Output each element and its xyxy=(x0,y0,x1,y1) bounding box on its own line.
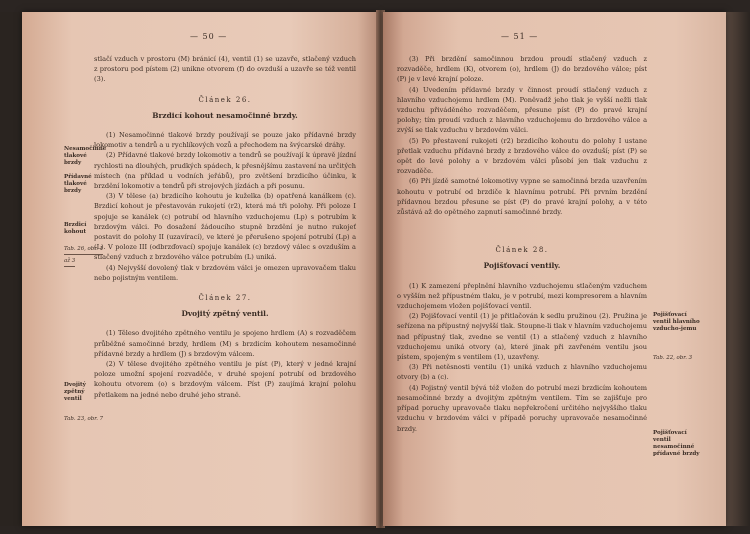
paragraph: (3) Při brzdění samočinnou brzdou proudí stlačený vzduch z rozvaděče, hrdlem (K), otvorem (o), hrdlem (J) do brzdového válce; píst (P) je v levé krajní poloze. xyxy=(397,55,647,84)
article-heading: Článek 27. xyxy=(198,294,252,303)
page-number: — 50 — xyxy=(190,32,228,41)
margin-note: Nesamočinné tlakové brzdy xyxy=(64,146,107,166)
paragraph: (2) V tělese dvojitého zpětného ventilu je píst (P), který v jedné krajní poloze umožní spojení rozvaděče, v druhé spojení potrubí od brzdového kohoutu otvorem (o) s brzdovým válcem. Píst (P) zaujímá krajní polohu přetlakem na jedné nebo druhé jeho straně. xyxy=(94,360,356,399)
left-page-body xyxy=(94,54,356,400)
right-page xyxy=(383,12,726,526)
margin-note: Dvojitý zpětný ventil xyxy=(64,382,86,402)
article-heading: Článek 26. xyxy=(198,95,252,104)
paragraph: (1) K zamezení přeplnění hlavního vzduchojemu stlačeným vzduchem o vyšším než přípustném tlaku, je v potrubí, mezi kompresorem a hlavním vzduchojemem vložen pojišťovací ventil. xyxy=(397,281,647,311)
article-title: Pojišťovací ventily. xyxy=(483,261,561,271)
margin-reference: Tab. 23, obr. 7 xyxy=(64,416,104,422)
page-number: — 51 — xyxy=(501,32,539,41)
margin-reference: Tab. 26, obr. 1 xyxy=(64,246,103,255)
paragraph: (1) Těleso dvojitého zpětného ventilu je spojeno hrdlem (A) s rozvaděčem průběžné samočinné brzdy, hrdlem (M) s brzdicím kohoutem nesamočinné přídavné brzdy a hrdlem (J) s brzdovým válcem. xyxy=(94,329,356,358)
paragraph: (4) Pojistný ventil bývá též vložen do potrubí mezi brzdicím kohoutem nesamočinné brzdy a dvojitým zpětným ventilem. Tím se zajišťuje pro případ poruchy upravovače tlaku nepřekročení určitého nejvyššího tlaku vzduchu v brzdovém válci v případě poruchy upravovače nesamočinné brzdy. xyxy=(397,383,647,433)
scan-edge-right xyxy=(726,12,750,526)
paragraph: (2) Pojišťovací ventil (1) je přitlačován k sedlu pružinou (2). Pružina je seřízena na přípustný nejvyšší tlak. Stoupne-li tlak v hlavním vzduchojemu nad přípustný tlak, zvedne se ventil (1) a stlačený vzduch z hlavního vzduchojemu uniká otvory (a), které jinak při zavřeném ventilu jsou pístem, spojeným s ventilem (1), uzavřeny. xyxy=(397,312,647,362)
paragraph: (1) Nesamočinné tlakové brzdy používají se pouze jako přídavné brzdy lokomotiv a tendrů a u rychlíkových vozů a přechodem na švýcarské dráhy. xyxy=(94,131,356,150)
left-page xyxy=(22,12,379,526)
article-title: Dvojitý zpětný ventil. xyxy=(181,309,269,319)
paragraph: (5) Po přestavení rukojeti (r2) brzdicího kohoutu do polohy I ustane přetlak vzduchu přídavné brzdy z brzdového válce do ovzduší; píst (P) se opět do levé polohy a v brzdovém válci působí jen tlak vzduchu z rozvaděče. xyxy=(397,136,647,176)
paragraph: (4) Nejvyšší dovolený tlak v brzdovém válci je omezen upravovačem tlaku nebo pojistným ventilem. xyxy=(94,263,356,282)
margin-note: Pojišťovací ventil nesamočinné přídavné brzdy xyxy=(653,430,700,457)
paragraph: stlačí vzduch v prostoru (M) bránicí (4), ventil (1) se uzavře, stlačený vzduch z prostoru pod pístem (2) unikne otvorem (f) do ovzduší a uzavře se též ventil (3). xyxy=(94,55,356,84)
paragraph: (3) V tělese (a) brzdicího kohoutu je kuželka (b) opatřená kanálkem (c). Brzdicí kohout je přestavován rukojetí (r2), která má tři polohy. Při poloze I spojuje se kanálek (c) potrubí od hlavního vzduchojemu (Lp) s potrubím k brzdovým válci. Po dosažení žádoucího stupně brzdění je nutno rukojeť postavit do polohy II (uzavírací), ve které je přerušeno spojení potrubí (Lp) a (L). V poloze III (odbrzďovací) spojuje kanálek (c) brzdový válec s ovzduším a stlačený vzduch z brzdového válce potrubím (L) uniká. xyxy=(94,192,356,262)
margin-note: Přídavné tlakové brzdy xyxy=(64,174,92,194)
article-heading: Článek 28. xyxy=(495,246,549,255)
right-page-body xyxy=(397,54,647,434)
article-title: Brzdicí kohout nesamočinné brzdy. xyxy=(152,110,298,120)
margin-note: Pojišťovací ventil hlavního vzducho-jemu xyxy=(653,312,700,332)
margin-note: Brzdicí kohout xyxy=(64,222,87,235)
margin-reference: až 3 xyxy=(64,258,75,267)
paragraph: (3) Při netěsnosti ventilu (1) uniká vzduch z hlavního vzduchojemu otvory (b) a (c). xyxy=(397,363,647,382)
paragraph: (2) Přídavné tlakové brzdy lokomotiv a tendrů se používají k úpravě jízdní rychlosti na dlouhých, prudkých spádech, k přesnějšímu zastavení na určitých místech (na příklad u vodních jeřábů), pro zvětšení brzdicího účinku, k brzdění lokomotiv a tendrů při strojových jízdách a při posunu. xyxy=(94,151,356,191)
margin-reference: Tab. 22, obr. 3 xyxy=(653,355,693,361)
paragraph: (4) Uvedením přídavné brzdy v činnost proudí stlačený vzduch z hlavního vzduchojemu hrdlem (M). Poněvadž jeho tlak je vyšší nežli tlak vzduchu přiváděného rozvaděčem, přesune píst (P) do pravé krajní polohy; tím proudí vzduch z hlavního vzduchojemu do brzdového válce a zvýší se tlak vzduchu v brzdovém válci. xyxy=(397,85,647,135)
scan-edge-left xyxy=(0,12,22,526)
paragraph: (6) Při jízdě samotné lokomotivy vypne se samočinná brzda uzavřením kohoutu v potrubí od brzdiče k hlavnímu potrubí. Při prvním brzdění přídavnou brzdou přesune se píst (P) do pravé krajní polohy, a v této zůstává až do opětného zapnutí samočinné brzdy. xyxy=(397,177,647,217)
